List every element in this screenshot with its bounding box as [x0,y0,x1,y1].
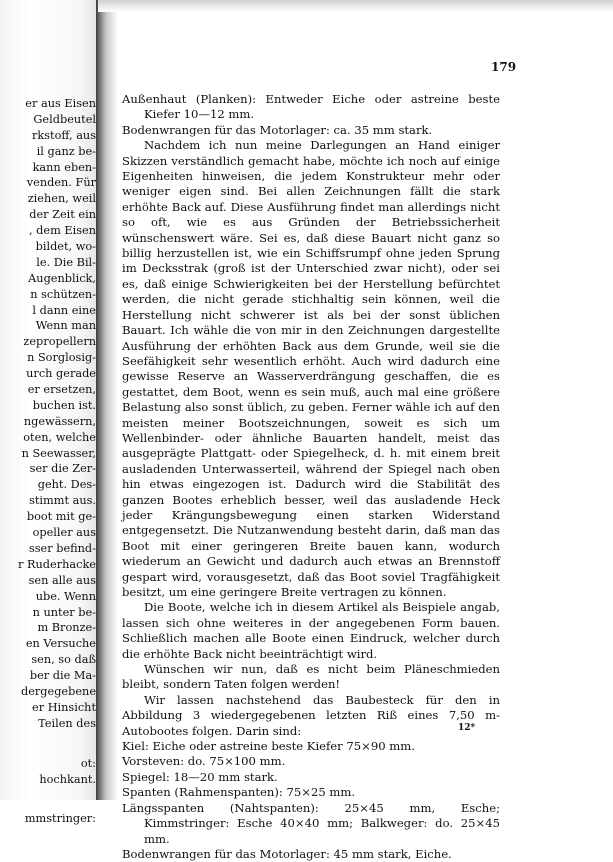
facing-line: l dann eine [32,303,96,317]
facing-line: Geldbeutel [33,112,96,126]
facing-line: rkstoff, aus [32,128,96,142]
facing-line: m Bronze- [37,621,96,635]
spec-line: Kiel: Eiche oder astreine beste Kiefer 75×90 mm. [122,739,415,754]
paragraph: Wünschen wir nun, daß es nicht beim Pläneschmieden bleibt, sondern Taten folgen werden! [122,662,500,692]
facing-line: sen, so daß [31,653,96,667]
facing-line: urch gerade [26,367,96,381]
facing-page [0,0,100,826]
facing-line: kann eben- [32,160,96,174]
facing-line: , dem Eisen [28,224,96,238]
body-text [122,92,500,862]
facing-line: Teilen des [38,716,96,730]
facing-line: Wenn man [35,319,96,333]
facing-line: hochkant. [39,772,96,786]
book-gutter [96,0,118,800]
facing-line: ziehen, weil [27,192,96,206]
facing-line: bildet, wo- [35,240,96,254]
spec-line-hull: Außenhaut (Planken): Entweder Eiche oder astreine beste Kiefer 10—12 mm. [122,92,500,122]
facing-line: buchen ist. [32,398,96,412]
facing-line: boot mit ge- [26,510,96,524]
facing-line: er aus Eisen [25,97,96,110]
facing-line: sser befind- [28,541,96,555]
main-page [118,0,613,861]
spec-line: Spanten (Rahmenspanten): 75×25 mm. [122,785,356,800]
facing-line: ser die Zer- [29,462,96,476]
facing-line: r Ruderhacke [18,557,96,571]
facing-line: der Zeit ein [29,208,96,222]
facing-line: venden. Für [26,176,96,190]
page-number: 179 [491,60,517,74]
paragraph: Nachdem ich nun meine Darlegungen an Hand einiger Skizzen verständlich gemacht habe, möchte ich noch auf einige Eigenheiten hinweisen, die jedem Konstrukteur mehr oder weniger eigen sind. Bei allen Zeichnungen fällt die stark erhöhte Back auf. Diese Ausführung findet man allerdings nicht so oft, wie es aus Gründen der Betriebssicherheit wünschenswert wäre. Sei es, daß diese Bauart nicht ganz so billig herzustellen ist, wie ein Schiffsrumpf ohne jeden Sprung im Decksstrak (groß ist der Unterschied zwar nicht), oder sei es, daß einige Schwierigkeiten bei der Herstellung befürchtet werden, die nicht gerade stichhaltig sein können, weil die Herstellung nicht schwerer ist als bei der sonst üblichen Bauart. Ich wähle die von mir in den Zeichnungen dargestellte Ausführung der erhöhten Back aus dem Grunde, weil sie die Seefähigkeit sehr wesentlich erhöht. Auch wird dadurch eine gewisse Reserve an Wasserverdrängung geschaffen, die es gestattet, dem Boot, wenn es sein muß, auch mal eine größere Belastung also sonst üblich, zu geben. Ferner wähle ich auf den meisten meiner Bootszeichnungen, soweit es sich um Wellenbinder- oder ähnliche Bauarten handelt, meist das ausgeprägte Plattgatt- oder Spiegelheck, d. h. mit einem breit ausladenden Unterwasserteil, während der Spiegel nach oben hin etwas eingezogen ist. Dadurch wird die Stabilität des ganzen Bootes erheblich besser, weil das ausladende Heck jeder Krängungsbewegung einen starken Widerstand entgegensetzt. Die Nutzanwendung besteht darin, daß man das Boot mit einer geringeren Breite bauen kann, wodurch wiederum an Gewicht und dadurch auch etwas an Brennstoff gespart wird, vorausgesetzt, daß das Boot soviel Tragfähigkeit besitzt, um eine geringere Breite vertragen zu können. [122,138,500,599]
facing-line: oten, welche [23,430,96,444]
facing-line: Augenblick, [28,271,96,285]
facing-line: il ganz be- [36,144,96,158]
facing-line: dergegebene [20,684,96,698]
spec-line: Vorsteven: do. 75×100 mm. [122,754,286,769]
spec-line-floors: Bodenwrangen für das Motorlager: ca. 35 mm stark. [122,122,433,137]
facing-line: n Seewasser, [21,446,96,460]
facing-line: n Sorglosig- [27,351,96,365]
facing-page-text [0,96,96,827]
facing-line: er ersetzen, [27,383,96,397]
facing-line: n schützen- [30,287,96,301]
spec-line: Spiegel: 18—20 mm stark. [122,769,278,784]
facing-line: er Hinsicht [32,700,96,714]
facing-line: ot: [80,756,96,770]
facing-line: n unter be- [32,605,96,619]
facing-line: stimmt aus. [29,494,96,508]
spec-line: Längsspanten (Nahtspanten): 25×45 mm, Esche; Kimmstringer: Esche 40×40 mm; Balkweger: do. 25×45 mm. [122,800,500,846]
facing-line: mmstringer: [24,812,96,826]
paragraph: Wir lassen nachstehend das Baubesteck für den in Abbildung 3 wiedergegebenen letzten Riß eines 7,50 m-Autobootes folgen. Darin sind: [122,692,500,738]
facing-line: ngewässern, [23,414,96,428]
facing-line: zepropellern [23,335,96,349]
paragraph: Die Boote, welche ich in diesem Artikel als Beispiele angab, lassen sich ohne weiteres in der angegebenen Form bauen. Schließlich machen alle Boote einen Eindruck, welcher durch die erhöhte Back nicht beeinträchtigt wird. [122,600,500,661]
facing-line: sen alle aus [28,573,96,587]
spec-line: Bodenwrangen für das Motorlager: 45 mm stark, Eiche. [122,846,452,861]
facing-line: geht. Des- [37,478,96,492]
facing-line: en Versuche [25,637,96,651]
facing-line: opeller aus [32,526,96,540]
facing-line: ber die Ma- [29,669,96,683]
facing-line: ube. Wenn [35,589,96,603]
facing-line: le. Die Bil- [36,255,96,269]
signature-mark: 12* [458,723,476,733]
